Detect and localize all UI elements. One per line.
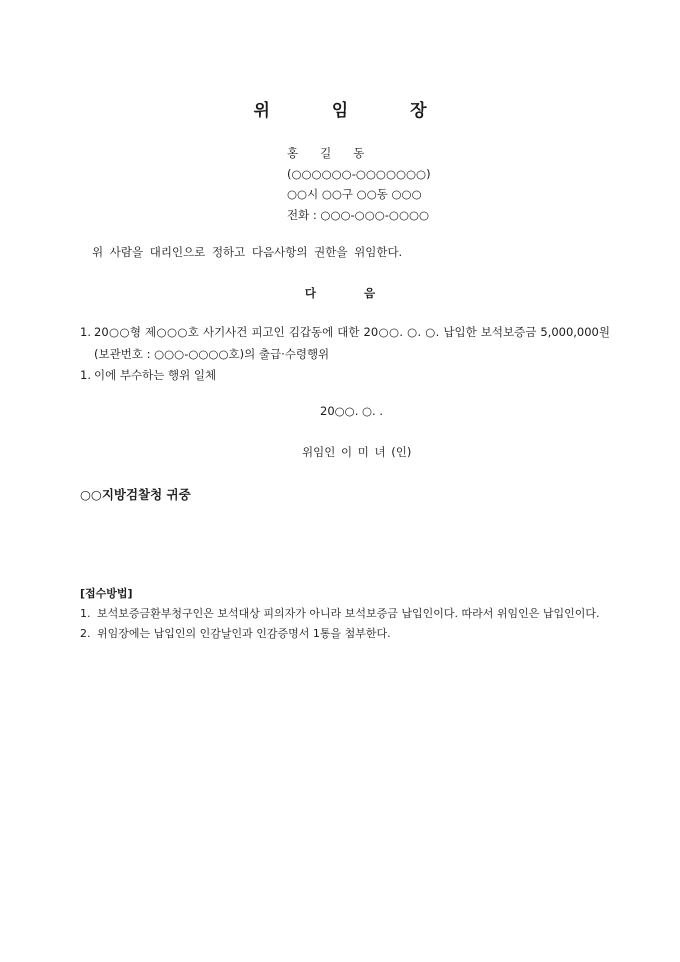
list-item	[80, 365, 610, 387]
document-title: 위 임 장	[253, 101, 455, 121]
document-date: 20○○. ○. .	[320, 404, 384, 418]
agent-id-number: (○○○○○○-○○○○○○○)	[287, 166, 431, 181]
agent-address: ○○시 ○○구 ○○동 ○○○	[287, 187, 422, 201]
list-item	[80, 604, 610, 624]
recipient: ○○지방검찰청 귀중	[80, 487, 191, 502]
agent-phone: 전화 : ○○○-○○○-○○○○	[287, 207, 430, 222]
agent-info	[287, 143, 431, 225]
list-item	[80, 624, 610, 644]
intro-sentence: 위 사람을 대리인으로 정하고 다음사항의 권한을 위임한다.	[92, 245, 403, 259]
list-item	[80, 322, 610, 365]
item-text: 20○○형 제○○○호 사기사건 피고인 김갑동에 대한 20○○. ○. ○. 납입한 보석보증금 5,000,000원(보관번호 : ○○○-○○○○호)의 출급·수령행위	[94, 325, 610, 361]
signer-line: 위임인 이 미 녀 (인)	[302, 445, 412, 459]
submission-method-list	[80, 604, 610, 644]
delegated-items	[80, 322, 610, 387]
item-text: 보석보증금환부청구인은 보석대상 피의자가 아니라 보석보증금 납입인이다. 따라서 위임인은 납입인이다.	[97, 607, 600, 620]
item-text: 위임장에는 납입인의 인감날인과 인감증명서 1통을 첨부한다.	[97, 627, 391, 640]
item-text: 이에 부수하는 행위 일체	[94, 368, 217, 382]
item-number: 2.	[80, 627, 91, 640]
item-number: 1.	[80, 607, 91, 620]
submission-method-title: [접수방법]	[80, 587, 133, 600]
item-number: 1.	[80, 368, 91, 382]
agent-name: 홍길동	[287, 146, 387, 160]
section-heading: 다음	[304, 286, 424, 300]
item-number: 1.	[80, 325, 91, 339]
